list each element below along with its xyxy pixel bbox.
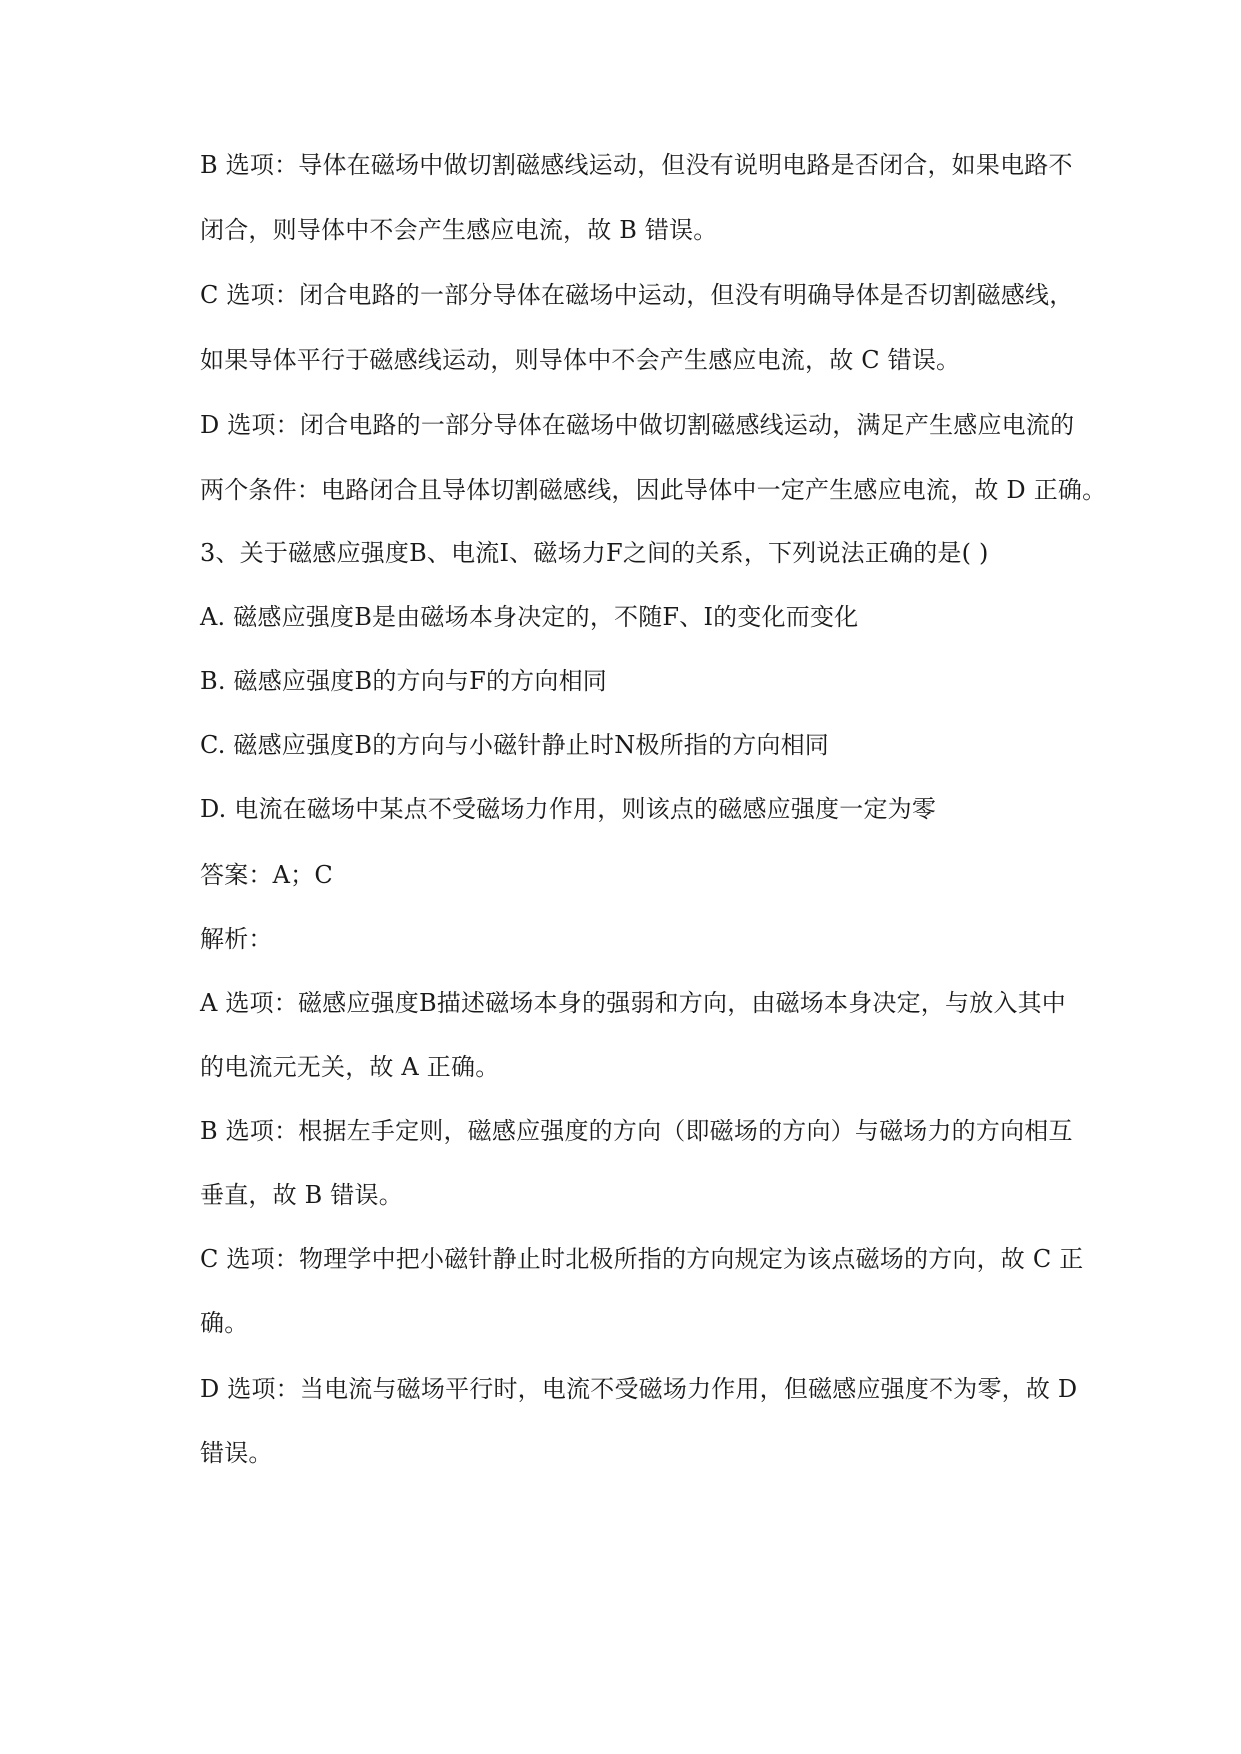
option-b: B. 磁感应强度B的方向与F的方向相同 [200,667,607,695]
text-line: 的电流元无关，故 A 正确。 [200,1053,500,1081]
text-line: 垂直，故 B 错误。 [200,1181,403,1209]
text-line: 确。 [200,1309,249,1337]
option-d: D. 电流在磁场中某点不受磁场力作用，则该点的磁感应强度一定为零 [200,795,937,823]
text-line: 如果导体平行于磁感线运动，则导体中不会产生感应电流，故 C 错误。 [200,346,961,374]
text-line: D 选项：闭合电路的一部分导体在磁场中做切割磁感线运动，满足产生感应电流的 [200,411,1075,439]
analysis-heading: 解析： [200,925,273,953]
text-line: 错误。 [200,1439,273,1467]
question-stem: 3、关于磁感应强度B、电流I、磁场力F之间的关系，下列说法正确的是( ) [200,539,989,567]
text-line: C 选项：物理学中把小磁针静止时北极所指的方向规定为该点磁场的方向，故 C 正 [200,1245,1084,1273]
text-line: B 选项：导体在磁场中做切割磁感线运动，但没有说明电路是否闭合，如果电路不 [200,151,1073,179]
text-line: 闭合，则导体中不会产生感应电流，故 B 错误。 [200,216,718,244]
text-line: C 选项：闭合电路的一部分导体在磁场中运动，但没有明确导体是否切割磁感线， [200,281,1074,309]
text-line: 两个条件：电路闭合且导体切割磁感线，因此导体中一定产生感应电流，故 D 正确。 [200,476,1107,504]
text-line: B 选项：根据左手定则，磁感应强度的方向（即磁场的方向）与磁场力的方向相互 [200,1117,1073,1145]
text-line: A 选项：磁感应强度B描述磁场本身的强弱和方向，由磁场本身决定，与放入其中 [200,989,1066,1017]
option-a: A. 磁感应强度B是由磁场本身决定的，不随F、I的变化而变化 [200,603,859,631]
option-c: C. 磁感应强度B的方向与小磁针静止时N极所指的方向相同 [200,731,830,759]
answer-line: 答案：A；C [200,861,333,889]
text-line: D 选项：当电流与磁场平行时，电流不受磁场力作用，但磁感应强度不为零，故 D [200,1375,1078,1403]
